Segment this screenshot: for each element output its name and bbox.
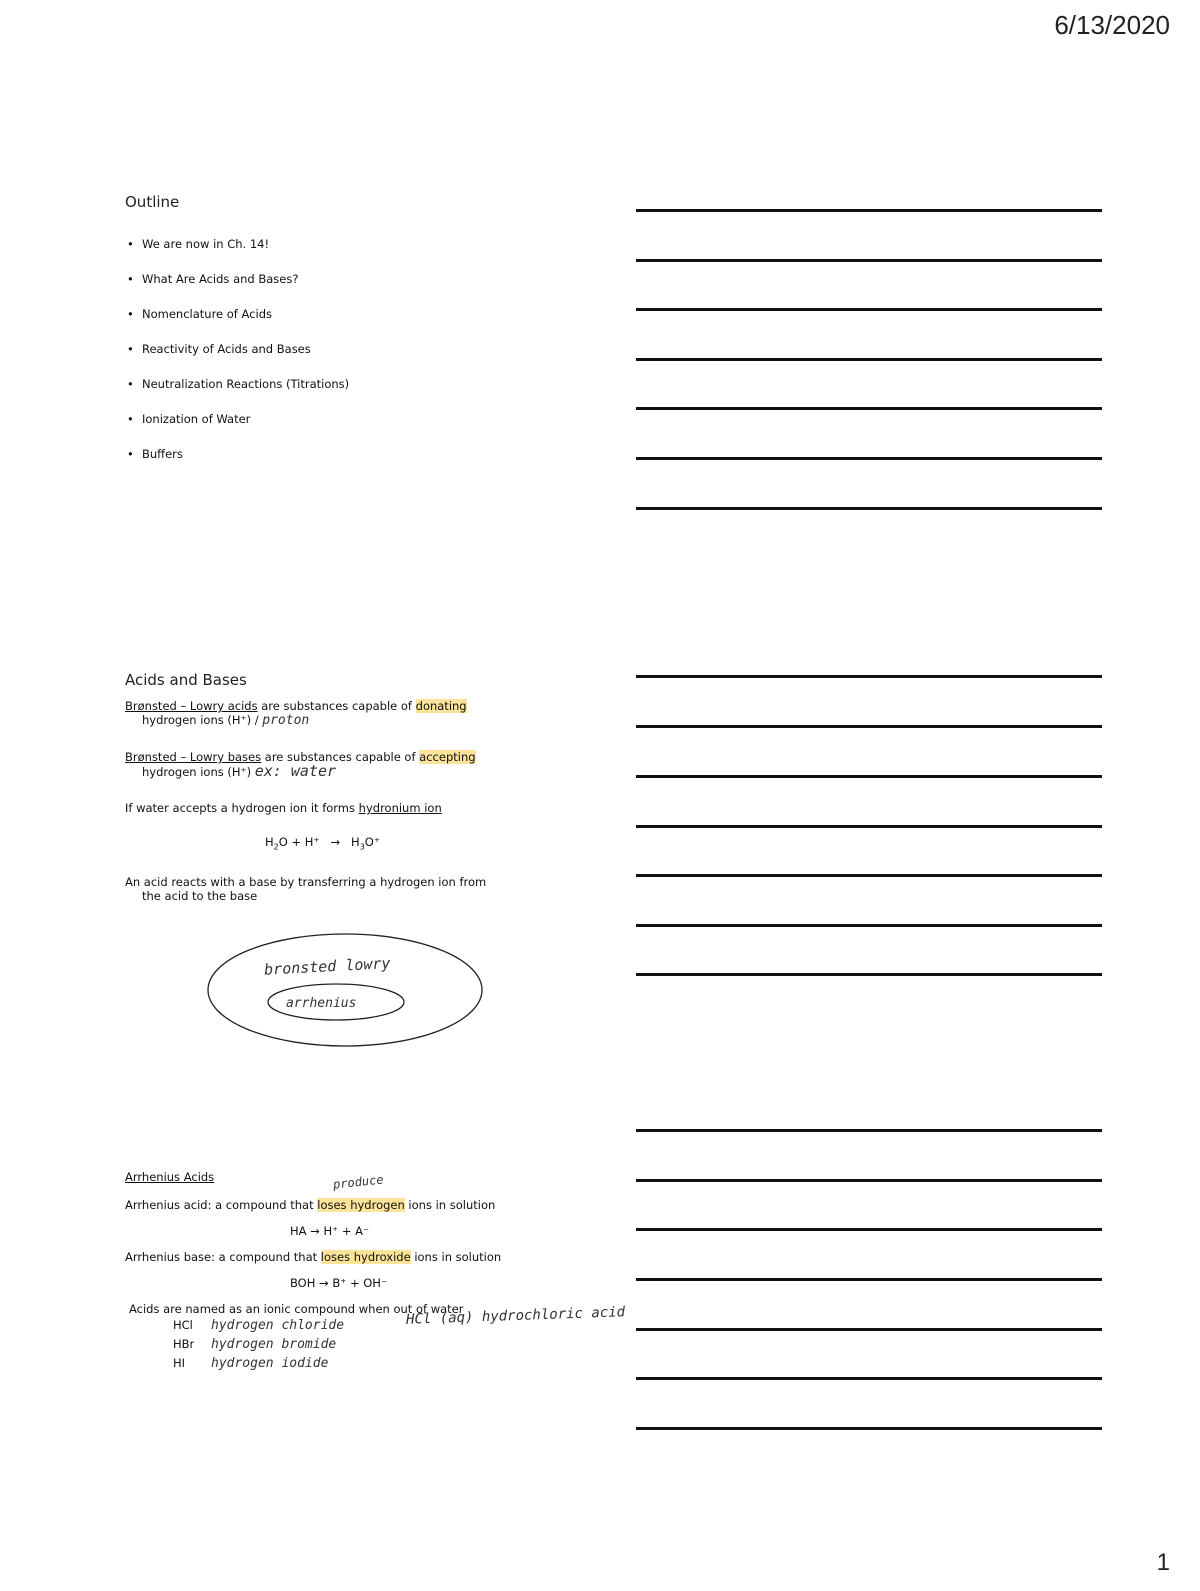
note-line xyxy=(636,259,1102,262)
list-item: • Buffers xyxy=(125,447,349,482)
note-line xyxy=(636,407,1102,410)
bronsted-base-definition: Brønsted – Lowry bases are substances capable of accepting xyxy=(125,750,476,764)
note-line xyxy=(636,1179,1102,1182)
list-item: HCl hydrogen chloride xyxy=(173,1318,345,1333)
handwritten-note-hcl: HCl (aq) hydrochloric acid xyxy=(405,1304,626,1328)
arrhenius-label: arrhenius xyxy=(286,996,357,1011)
list-item: • Neutralization Reactions (Titrations) xyxy=(125,377,349,412)
hydronium-equation: $H_2O + H^+$ → $H_3O^+$ xyxy=(265,835,380,852)
note-line xyxy=(636,924,1102,927)
list-item: • Nomenclature of Acids xyxy=(125,307,349,342)
bronsted-acid-definition: Brønsted – Lowry acids are substances capable of donating xyxy=(125,699,467,713)
list-item: • What Are Acids and Bases? xyxy=(125,272,349,307)
note-line xyxy=(636,209,1102,212)
acid-definition-diagram xyxy=(200,930,500,1060)
formula-list xyxy=(173,1318,344,1375)
handwritten-note-produce: produce xyxy=(332,1172,385,1192)
slide-outline xyxy=(125,193,349,482)
note-line xyxy=(636,825,1102,828)
hydronium-text: If water accepts a hydrogen ion it forms hydronium ion xyxy=(125,801,442,815)
note-line xyxy=(636,1228,1102,1231)
note-line xyxy=(636,1427,1102,1430)
note-line xyxy=(636,874,1102,877)
bronsted-lowry-ellipse xyxy=(208,934,482,1046)
bronsted-acid-definition-cont: hydrogen ions (H⁺) / proton xyxy=(142,713,310,728)
page-number: 1 xyxy=(1156,1549,1170,1576)
note-line xyxy=(636,308,1102,311)
list-item: HI hydrogen iodide xyxy=(173,1356,329,1371)
note-line xyxy=(636,1377,1102,1380)
highlight: loses hydrogen xyxy=(317,1198,405,1212)
list-item: HBr hydrogen bromide xyxy=(173,1337,337,1352)
arrhenius-base-definition: Arrhenius base: a compound that loses hydroxide ions in solution xyxy=(125,1250,502,1264)
handwritten-note: proton xyxy=(262,713,310,728)
arrhenius-base-equation: BOH → B⁺ + OH⁻ xyxy=(290,1276,388,1290)
note-line xyxy=(636,775,1102,778)
slide-title: Acids and Bases xyxy=(125,671,247,689)
bronsted-lowry-label: bronsted lowry xyxy=(263,954,391,979)
arrhenius-acid-equation: HA → H⁺ + A⁻ xyxy=(290,1224,370,1238)
arrhenius-acid-definition: Arrhenius acid: a compound that loses hydrogen ions in solution xyxy=(125,1198,496,1212)
note-line xyxy=(636,457,1102,460)
note-line xyxy=(636,1278,1102,1281)
list-item: • Reactivity of Acids and Bases xyxy=(125,342,349,377)
note-line xyxy=(636,675,1102,678)
note-line xyxy=(636,507,1102,510)
highlight: loses hydroxide xyxy=(320,1250,411,1264)
print-date: 6/13/2020 xyxy=(1054,10,1170,40)
note-line xyxy=(636,1328,1102,1331)
naming-rule: Acids are named as an ionic compound when out of water xyxy=(129,1302,464,1316)
bronsted-base-definition-cont: hydrogen ions (H⁺) ex: water xyxy=(142,762,337,780)
note-line xyxy=(636,973,1102,976)
acid-base-reaction-text: An acid reacts with a base by transferring a hydrogen ion from the acid to the base xyxy=(125,875,487,904)
slide-acids-bases xyxy=(125,671,605,903)
list-item: • Ionization of Water xyxy=(125,412,349,447)
highlight: donating xyxy=(415,699,467,713)
outline-list xyxy=(125,237,349,482)
highlight: accepting xyxy=(419,750,476,764)
note-line xyxy=(636,1129,1102,1132)
slide-title: Outline xyxy=(125,193,180,211)
list-item: • We are now in Ch. 14! xyxy=(125,237,349,272)
slide-title: Arrhenius Acids xyxy=(125,1170,215,1184)
slide-arrhenius xyxy=(125,1170,625,1316)
note-line xyxy=(636,725,1102,728)
note-line xyxy=(636,358,1102,361)
handwritten-note: ex: water xyxy=(254,762,337,780)
